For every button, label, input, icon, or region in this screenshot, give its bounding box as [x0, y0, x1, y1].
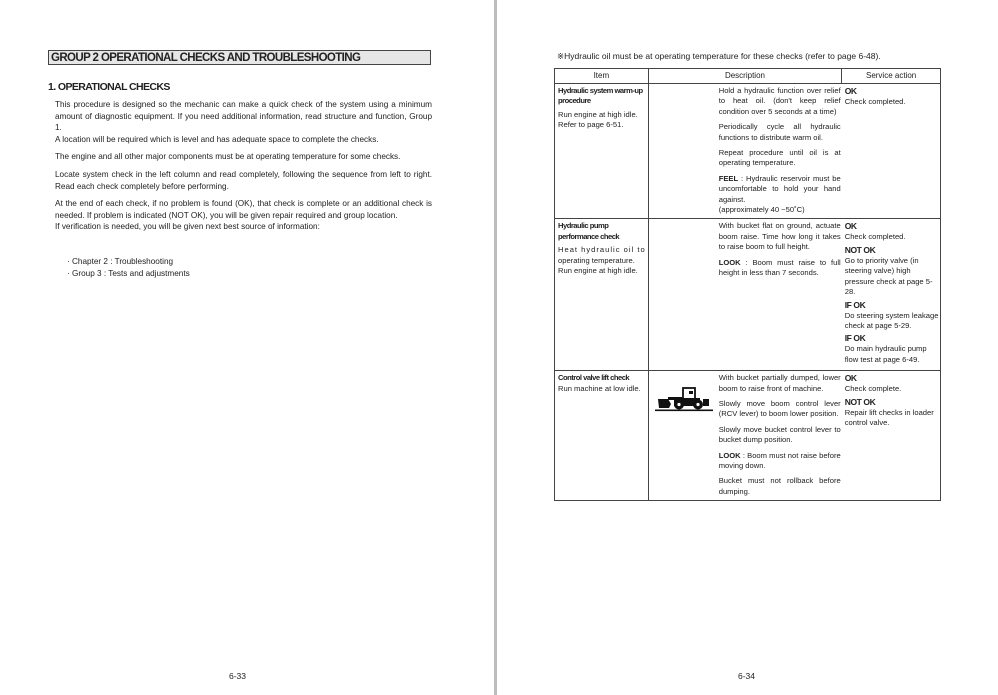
status-ok: OK — [844, 221, 857, 232]
status-if-ok: IF OK — [844, 333, 866, 344]
description-text: Slowly move boom control lever (RCV lever) to boom lower position. — [718, 398, 841, 419]
description-text: : Boom must raise to full height in less than 7 seconds. — [718, 257, 841, 278]
operational-checks-table — [554, 68, 941, 501]
paragraph-3: The engine and all other major components must be at operating temperature for some checks. — [55, 152, 401, 162]
header-service-action: Service action — [842, 69, 941, 84]
service-cell — [842, 371, 941, 501]
table-row — [555, 371, 941, 501]
item-title: Hydraulic pump performance check — [558, 221, 620, 241]
paragraph-5: At the end of each check, if no problem is found (OK), that check is complete or an additional check is needed. If problem is indicated (NOT OK), you will be given repair required and group location. — [55, 199, 432, 220]
paragraph-4: Locate system check in the left column and read completely, following the sequence from left to right. Read each check completely before performing. — [55, 169, 432, 191]
paragraph-6: If verification is needed, you will be given next best source of information: — [55, 222, 320, 232]
reference-item: · Group 3 : Tests and adjustments — [67, 268, 190, 278]
item-title: Hydraulic system warm-up procedure — [558, 86, 643, 106]
service-cell — [842, 219, 941, 371]
description-text: Slowly move bucket control lever to bucket dump position. — [718, 424, 841, 445]
header-item: Item — [555, 69, 649, 84]
table-row — [555, 84, 941, 219]
status-ok: OK — [844, 86, 857, 96]
service-text: Do main hydraulic pump flow test at page 6-49. — [844, 344, 927, 364]
status-not-ok: NOT OK — [844, 396, 876, 407]
description-cell — [648, 219, 842, 371]
service-text: Check completed. — [844, 232, 906, 242]
paragraph-2: A location will be required which is level and has adequate space to complete the checks. — [55, 134, 379, 144]
header-description: Description — [648, 69, 842, 84]
temperature-range: (approximately 40 ~50˚C) — [718, 205, 805, 215]
item-text: operating temperature. Run engine at high idle. — [558, 255, 638, 276]
service-text: Check complete. — [844, 384, 902, 394]
table-header — [555, 69, 941, 84]
page-number: 6-34 — [738, 671, 756, 681]
paragraph-1: This procedure is designed so the mechanic can make a quick check of the system using a minimum amount of diagnostic equipment. If you need additional information, read structure and function, Group 1. — [55, 100, 432, 133]
description-text: : Hydraulic reservoir must be uncomfortable to hold your hand against. — [718, 173, 841, 204]
group-title: GROUP 2 OPERATIONAL CHECKS AND TROUBLESHOOTING — [48, 50, 431, 65]
description-text: Hold a hydraulic function over relief to heat oil. (don't keep relief condition over 5 seconds at a time) — [718, 86, 841, 116]
page-number: 6-33 — [229, 671, 247, 681]
description-cell — [648, 371, 842, 501]
item-text: Heat hydraulic oil to — [558, 245, 646, 255]
left-page — [0, 0, 494, 695]
intro-text — [55, 99, 432, 239]
item-text: Run machine at low idle. — [558, 383, 641, 393]
description-text: : Boom must not raise before moving down. — [718, 450, 841, 470]
service-cell — [842, 84, 941, 219]
description-text: Repeat procedure until oil is at operating temperature. — [718, 148, 841, 168]
description-text: Bucket must not rollback before dumping. — [718, 476, 841, 496]
wheel-loader-icon — [655, 385, 713, 413]
description-cell — [648, 84, 842, 219]
description-text: With bucket flat on ground, actuate boom raise. Time how long it takes to raise boom to full height. — [718, 221, 841, 252]
section-title: 1. OPERATIONAL CHECKS — [48, 81, 170, 93]
table-row — [555, 219, 941, 371]
look-keyword: LOOK — [718, 450, 741, 460]
item-text: Run engine at high idle. Refer to page 6-51. — [558, 109, 638, 130]
item-title: Control valve lift check — [558, 373, 630, 383]
right-page — [497, 0, 998, 695]
item-cell — [555, 84, 649, 219]
reference-item: · Chapter 2 : Troubleshooting — [67, 257, 174, 266]
service-text: Repair lift checks in loader control valve. — [844, 407, 934, 427]
status-if-ok: IF OK — [844, 299, 866, 310]
service-text: Go to priority valve (in steering valve) high pressure check at page 5-28. — [844, 255, 933, 297]
status-ok: OK — [844, 373, 857, 384]
service-text: Do steering system leakage check at page 5-29. — [844, 310, 939, 330]
description-text: With bucket partially dumped, lower boom to raise front of machine. — [718, 373, 841, 393]
temperature-note: ※Hydraulic oil must be at operating temperature for these checks (refer to page 6-48). — [557, 51, 881, 61]
feel-keyword: FEEL — [718, 173, 739, 183]
status-not-ok: NOT OK — [844, 244, 876, 255]
item-cell — [555, 371, 649, 501]
reference-list — [67, 256, 190, 279]
service-text: Check completed. — [844, 97, 906, 106]
look-keyword: LOOK — [718, 257, 741, 267]
item-cell — [555, 219, 649, 371]
description-text: Periodically cycle all hydraulic functions to distribute warm oil. — [718, 122, 841, 142]
